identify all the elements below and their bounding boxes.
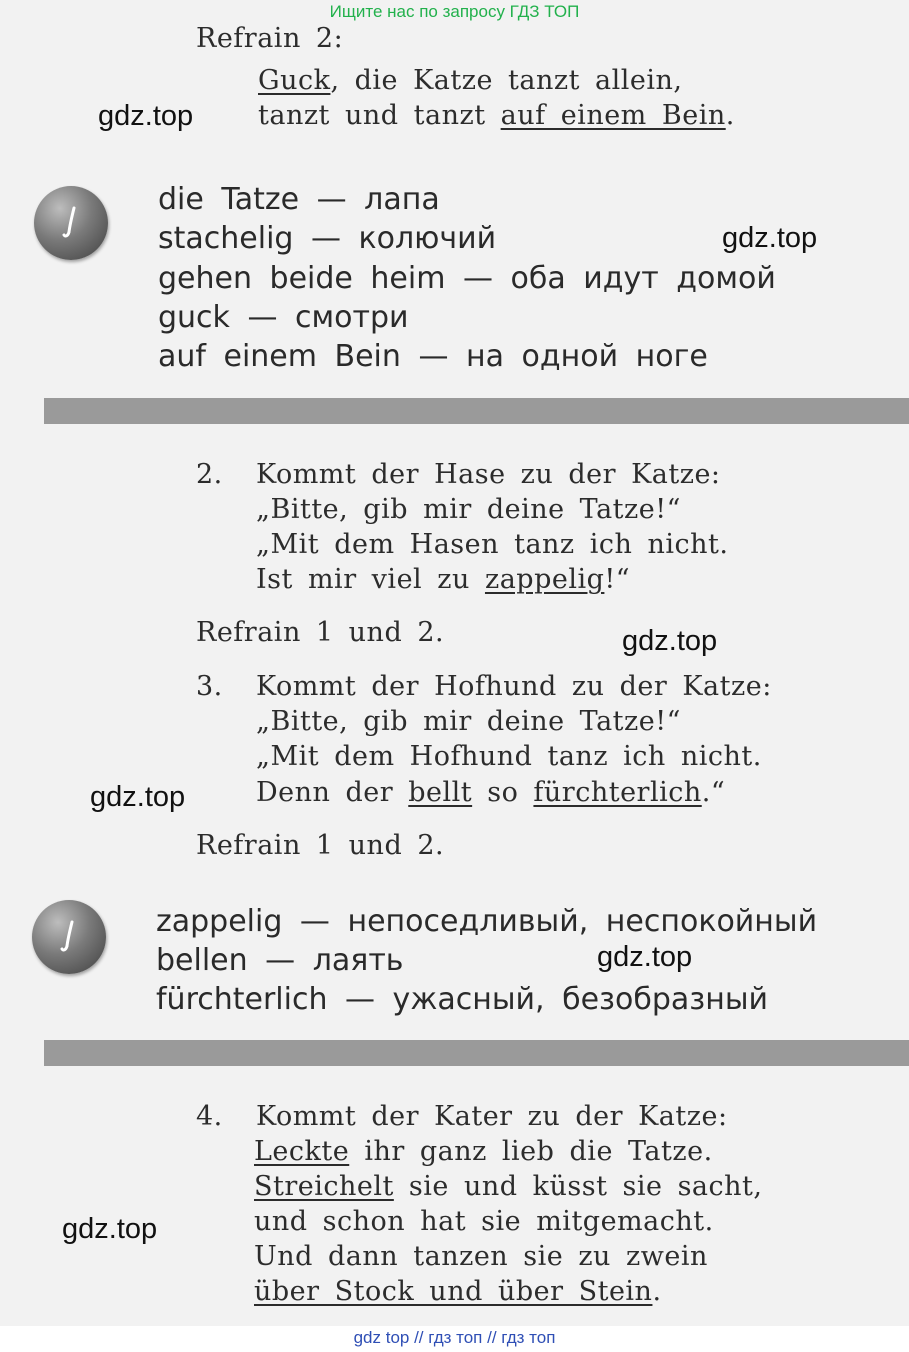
verse4-line5: Und dann tanzen sie zu zwein bbox=[254, 1241, 708, 1272]
bottom-banner[interactable]: gdz top // гдз топ // гдз топ bbox=[0, 1326, 909, 1352]
verse3-line4 bbox=[256, 776, 725, 810]
watermark: gdz.top bbox=[597, 941, 693, 973]
line-text: Kommt der Hofhund zu der Katze: bbox=[256, 671, 772, 702]
verse-number: 3. bbox=[196, 671, 223, 702]
line-text: Denn der bbox=[256, 777, 409, 808]
verse-number: 2. bbox=[196, 459, 223, 490]
divider-bar bbox=[44, 398, 909, 424]
underlined-word: Guck bbox=[258, 65, 331, 96]
line-text: tanzt und tanzt bbox=[258, 100, 501, 131]
vocab2-item-2: bellen — лаять bbox=[156, 943, 404, 978]
verse3-line2: „Bitte, gib mir deine Tatze!“ bbox=[256, 706, 681, 737]
line-text: . bbox=[725, 100, 735, 131]
note-icon bbox=[32, 900, 106, 974]
verse2-line1 bbox=[196, 458, 721, 492]
refrain2-heading: Refrain 2: bbox=[196, 23, 344, 54]
vocab1-item-1: die Tatze — лапа bbox=[158, 182, 440, 217]
underlined-word: Leckte bbox=[254, 1136, 350, 1167]
verse-number: 4. bbox=[196, 1101, 223, 1132]
vocab1-item-5: auf einem Bein — на одной ноге bbox=[158, 339, 708, 374]
watermark: gdz.top bbox=[722, 222, 818, 254]
line-text: Ist mir viel zu bbox=[256, 564, 485, 595]
note-icon bbox=[34, 186, 108, 260]
underlined-word: bellt bbox=[408, 777, 473, 808]
line-text: . bbox=[652, 1276, 662, 1307]
underlined-word: zappelig bbox=[484, 564, 605, 595]
vocab2-item-3: fürchterlich — ужасный, безобразный bbox=[156, 982, 769, 1017]
line-text: .“ bbox=[701, 777, 726, 808]
refrain2-line2 bbox=[258, 99, 735, 133]
line-text: !“ bbox=[604, 564, 631, 595]
verse2-line4 bbox=[256, 563, 630, 597]
verse4-line4: und schon hat sie mitgemacht. bbox=[254, 1206, 714, 1237]
refrain-1-2-a: Refrain 1 und 2. bbox=[196, 617, 445, 648]
verse2-line3: „Mit dem Hasen tanz ich nicht. bbox=[256, 529, 729, 560]
watermark: gdz.top bbox=[62, 1213, 158, 1245]
underlined-phrase: über Stock und über Stein bbox=[254, 1276, 653, 1307]
line-text: sie und küsst sie sacht, bbox=[393, 1171, 763, 1202]
vocab1-item-3: gehen beide heim — оба идут домой bbox=[158, 261, 776, 296]
vocab2-item-1: zappelig — непоседливый, неспокойный bbox=[156, 904, 818, 939]
underlined-phrase: auf einem Bein bbox=[500, 100, 726, 131]
line-text: Kommt der Hase zu der Katze: bbox=[256, 459, 721, 490]
verse4-line3 bbox=[254, 1170, 762, 1204]
refrain-1-2-b: Refrain 1 und 2. bbox=[196, 830, 445, 861]
verse4-line2 bbox=[254, 1135, 713, 1169]
watermark: gdz.top bbox=[622, 625, 718, 657]
watermark: gdz.top bbox=[90, 781, 186, 813]
vocab1-item-4: guck — смотри bbox=[158, 300, 409, 335]
verse3-line3: „Mit dem Hofhund tanz ich nicht. bbox=[256, 741, 762, 772]
underlined-word: fürchterlich bbox=[533, 777, 702, 808]
line-text: , die Katze tanzt allein, bbox=[330, 65, 683, 96]
verse4-line6 bbox=[254, 1275, 662, 1309]
vocab1-item-2: stachelig — колючий bbox=[158, 221, 497, 256]
line-text: ihr ganz lieb die Tatze. bbox=[349, 1136, 713, 1167]
divider-bar bbox=[44, 1040, 909, 1066]
watermark: gdz.top bbox=[98, 100, 194, 132]
line-text: Kommt der Kater zu der Katze: bbox=[256, 1101, 728, 1132]
refrain2-line1 bbox=[258, 64, 682, 98]
verse3-line1 bbox=[196, 670, 772, 704]
top-banner[interactable]: Ищите нас по запросу ГДЗ ТОП bbox=[329, 2, 580, 21]
verse4-line1 bbox=[196, 1100, 728, 1134]
verse2-line2: „Bitte, gib mir deine Tatze!“ bbox=[256, 494, 681, 525]
underlined-word: Streichelt bbox=[254, 1171, 394, 1202]
line-text: so bbox=[472, 777, 534, 808]
